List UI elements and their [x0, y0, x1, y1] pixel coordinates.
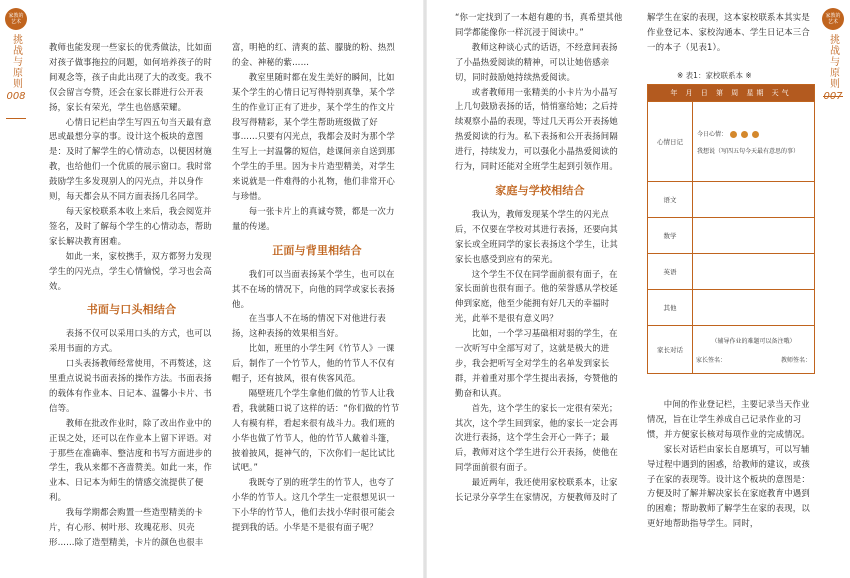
text-column-right [232, 40, 402, 535]
mood-label: 今日心情： [697, 130, 728, 138]
row-label: 家长对话 [648, 326, 693, 374]
paragraph: 中间的作业登记栏，主要记录当天作业情况，旨在让学生养成自己记录作业的习惯，并方便家长核对每项作业的完成情况。 [647, 399, 810, 439]
sad-face-icon [752, 131, 759, 138]
paragraph: 比如，一个学习基础相对弱的学生，在一次听写中全部写对了，这就是极大的进步，我会把听写全对学生的名单发到家长群，并着重对那个学生提出表扬，夸赞他的勤奋和认真。 [455, 328, 618, 398]
paragraph: 表扬不仅可以采用口头的方式，也可以采用书面的方式。 [49, 328, 212, 354]
section-heading: 正面与背里相结合 [272, 243, 362, 257]
paragraph: 如此一来，家校携手，双方都努力发现学生的闪光点，学生心情愉悦，学习也会高效。 [49, 250, 212, 291]
mood-line [697, 129, 810, 138]
row-label: 数学 [648, 218, 693, 254]
paragraph: 教室里随时都在发生美好的瞬间，比如某个学生的心情日记写得特别真挚，某个学生的作业订正有了进步，某个学生的作文片段写得精彩，某个学生帮助班级做了好事……只要有闪光点，我都会及时为那个学生写上一封温馨的短信，趁课间亲自送到那个学生的手里。因为卡片造型精美，对学生来说就是一件难得的小礼物，他们非常开心与珍惜。 [232, 71, 395, 202]
diary-hint: 我想说（写四五句今天最有意思的事） [697, 147, 800, 155]
page-number: 007 [823, 91, 843, 102]
page-number-rule [823, 96, 843, 97]
happy-face-icon [730, 131, 737, 138]
row-label: 英语 [648, 254, 693, 290]
left-sidebar [4, 8, 28, 102]
paragraph: 教师也能发现一些家长的优秀做法，比如面对孩子做事拖拉的问题，如何培养孩子的时间观念等，孩子由此出现了大的改变。我不仅会留言夸赞，还会在家长群进行公开表扬，家长有荣光，学生也倍感荣耀。 [49, 42, 212, 112]
paragraph: 教师在批改作业时，除了改出作业中的正误之处，还可以在作业本上留下评语。对于那些在准确率、整洁度和书写方面进步的学生，我从来都不吝啬赞美。如此一来，作业本、日记本为师生的情感交流提供了便利。 [49, 417, 212, 503]
paragraph: 每一张卡片上的真诚夸赞，都是一次力量的传递。 [232, 205, 395, 231]
neutral-face-icon [741, 131, 748, 138]
row-label: 语文 [648, 182, 693, 218]
paragraph: 我认为，教师发现某个学生的闪光点后，不仅要在学校对其进行表扬，还要向其家长或全班同学的家长表扬这个学生，让其家长也感受到应有的荣光。 [455, 208, 618, 264]
paragraph: 富，明艳的红、清爽的蓝、朦胧的粉、热烈的金、神秘的紫…… [232, 42, 395, 67]
text-column-right-top [647, 10, 815, 55]
right-page [425, 0, 850, 578]
paragraph: 教师这种谈心式的话语，不经意间表扬了小晶热爱阅读的精神，可以让她倍感亲切，同时鼓励她持续热爱阅读。 [455, 41, 618, 82]
text-column-left [455, 10, 625, 505]
table-header: 年 月 日 第 周 星期 天气 [648, 85, 815, 102]
paragraph: 每天家校联系本收上来后，我会阅览并签名，及时了解每个学生的心情动态，帮助家长解决教育困难。 [49, 205, 212, 246]
paragraph: 我每学期都会购置一些造型精美的卡片，有心形、树叶形、玫瑰花形、贝壳形……除了造型精美，卡片的颜色也很丰 [49, 507, 204, 547]
book-badge-icon: 家教的 艺术 [822, 8, 844, 30]
paragraph: 心情日记栏由学生写四五句当天最有意思或最想分享的事。设计这个板块的意图是：及时了解学生的心情动态，以便因材施教，也给他们一个优质的展示窗口。我时常鼓励学生多发现别人的闪光点，并以身作则，每天都会从不同方面表扬几名同学。 [49, 116, 212, 202]
paragraph: 隔壁班几个学生拿他们做的竹节人让我看，我就随口说了这样的话：“你们做的竹节人有模有样，看起来很有战斗力。我们班的小华也做了竹节人，他的竹节人戴着斗篷，披着披风，挺神气的，下次你们一起比试比试吧。” [232, 387, 400, 473]
side-title: 挑战与原则 [10, 34, 22, 89]
text-column-left [49, 40, 214, 550]
paragraph: 我既夸了别的班学生的竹节人，也夸了小华的竹节人。这几个学生一定很想见识一下小华的竹节人，他们去找小华时很可能会提到我的话。小华是不是很有面子呢？ [232, 477, 395, 533]
right-sidebar [821, 8, 845, 102]
page-number-rule [6, 118, 26, 119]
table-caption: ※ 表1：家校联系本 ※ [677, 71, 752, 80]
paragraph: 首先，这个学生的家长一定很有荣光；其次，这个学生回到家，他的家长一定会再次进行表扬，这个学生会开心一阵子；最后，教师对这个学生进行公开表扬，使他在同学面前很有面子。 [455, 402, 618, 473]
paragraph: 我们可以当面表扬某个学生，也可以在其不在场的情况下，向他的同学或家长表扬他。 [232, 268, 395, 309]
paragraph: 家长对话栏由家长自愿填写，可以写辅导过程中遇到的困惑，给教师的建议，或孩子在家的表现等。设计这个板块的意图是：方便及时了解并解决家长在家庭教育中遇到的困难；帮助教师了解学生在家的表现，以更好地帮助指导学生。同时， [647, 443, 810, 529]
paragraph: 比如，班里的小学生阿《竹节人》一课后，制作了一个竹节人，他的竹节人不仅有帽子，还有披风，很有侠客风范。 [232, 343, 395, 384]
row-label: 心情日记 [648, 102, 693, 182]
section-heading: 家庭与学校相结合 [495, 183, 585, 197]
teacher-signature: 教师签名： [780, 356, 811, 364]
parent-note: （辅导作业的难题可以备注哦） [711, 337, 796, 345]
paragraph: 解学生在家的表现，这本家校联系本其实是作业登记本、家校沟通本、学生日记本三合一的本子（见表1）。 [647, 12, 810, 52]
paragraph: 最近两年，我还使用家校联系本，让家长记录分享学生在家情况，方便教师及时了 [455, 477, 618, 503]
row-label: 其他 [648, 290, 693, 326]
paragraph: 口头表扬教师经常使用，不再赘述，这里重点说说书面表扬的操作方法。书面表扬的载体有作业本、日记本、温馨小卡片、书信等。 [49, 358, 212, 413]
page-number: 008 [6, 91, 26, 102]
paragraph: 或者教师用一张精美的小卡片为小晶写上几句鼓励表扬的话，悄悄塞给她；之后持续观察小晶的表现，等过几天再公开表扬她热爱阅读的行为。私下表扬和公开表扬间隔进行，持续发力，可以强化小晶热爱阅读的行为，同时还能对全班学生起到引领作用。 [455, 86, 618, 172]
paragraph: 这个学生不仅在同学面前很有面子，在家长面前也很有面子。他的荣誉感从学校延伸到家庭，他至少能拥有好几天的幸福时光，此举不是很有意义吗？ [455, 268, 618, 324]
side-title: 挑战与原则 [827, 34, 839, 89]
paragraph: “你一定找到了一本超有趣的书，真希望其他同学都能像你一样沉浸于阅读中。” [455, 12, 623, 37]
book-badge-icon: 家教的 艺术 [5, 8, 27, 30]
parent-signature: 家长签名： [696, 356, 727, 364]
contact-book-table [647, 84, 815, 374]
section-heading: 书面与口头相结合 [86, 303, 177, 317]
paragraph: 在当事人不在场的情况下对他进行表扬，这种表扬的效果相当好。 [232, 313, 386, 339]
text-column-right-bottom [647, 397, 815, 531]
